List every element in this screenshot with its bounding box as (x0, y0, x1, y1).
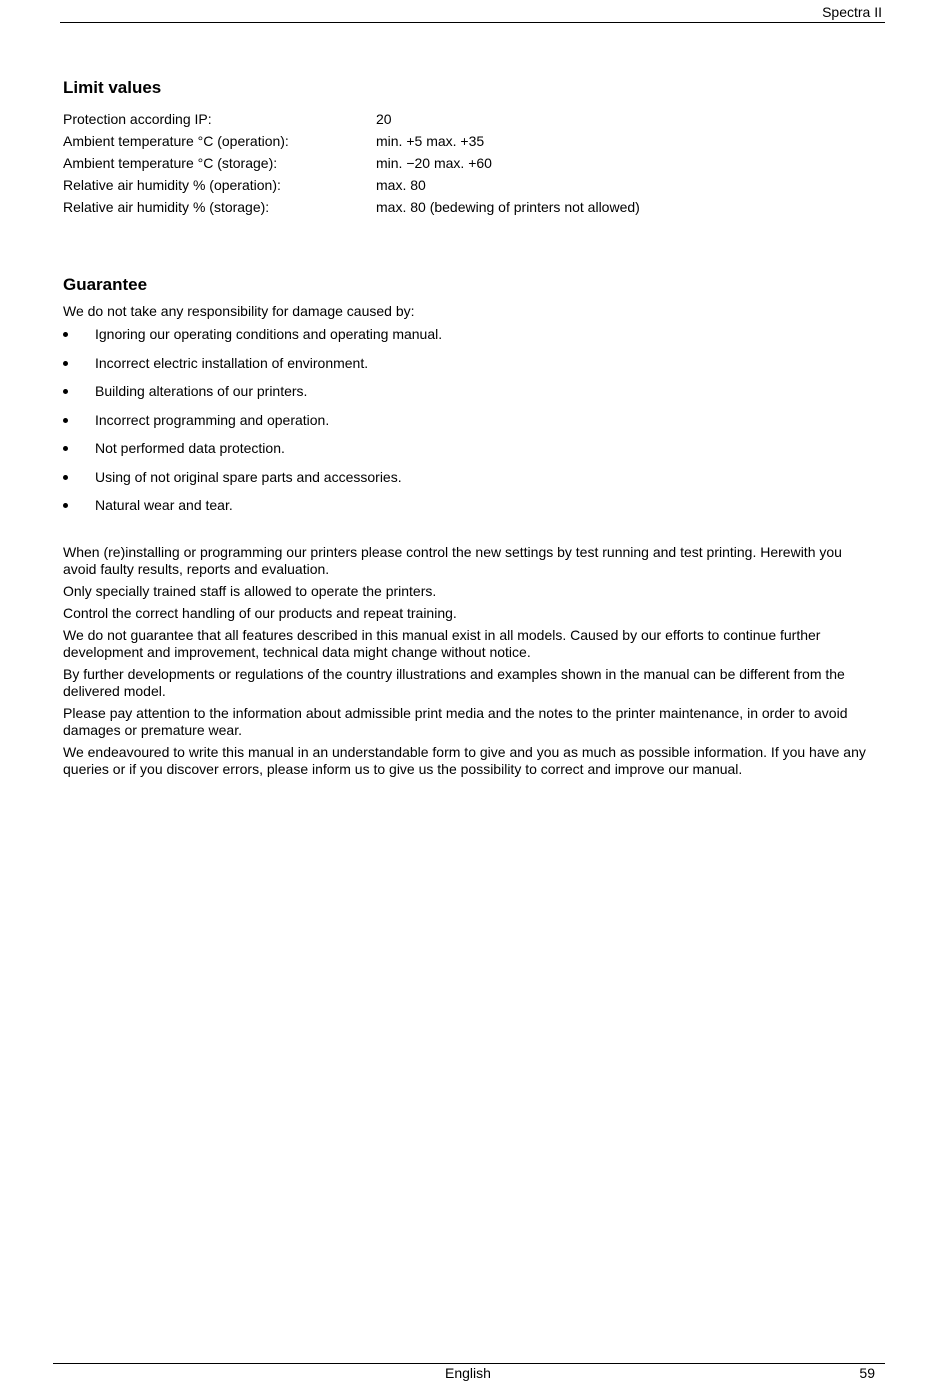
spec-row (63, 108, 878, 130)
spec-row (63, 130, 878, 152)
guarantee-heading: Guarantee (63, 275, 148, 294)
damage-causes-list (63, 324, 878, 524)
spec-label: Ambient temperature °C (operation): (63, 133, 289, 149)
limit-values-table (63, 108, 878, 218)
list-item-text: Incorrect programming and operation. (95, 411, 330, 428)
limit-values-heading: Limit values (63, 78, 162, 97)
list-item-text: Natural wear and tear. (95, 497, 233, 513)
bullet-icon (63, 389, 68, 394)
footer-language: English (445, 1365, 491, 1381)
spec-row (63, 196, 878, 218)
list-item (63, 353, 878, 382)
page-footer (53, 1363, 885, 1394)
list-item (63, 381, 878, 410)
guarantee-intro: We do not take any responsibility for damage caused by: (63, 303, 415, 319)
spec-row (63, 174, 878, 196)
bullet-icon (63, 475, 68, 480)
spec-row (63, 152, 878, 174)
spec-value: max. 80 (376, 177, 426, 193)
bullet-icon (63, 418, 68, 423)
list-item (63, 467, 878, 496)
guarantee-paragraphs (63, 544, 878, 778)
spec-value: min. +5 max. +35 (376, 133, 485, 149)
spec-value: 20 (376, 111, 392, 127)
spec-label: Relative air humidity % (storage): (63, 199, 270, 215)
spec-label: Relative air humidity % (operation): (63, 177, 281, 193)
list-item-text: Incorrect electric installation of environment. (95, 354, 369, 371)
page-header (60, 0, 885, 23)
spec-value: max. 80 (bedewing of printers not allowed) (376, 199, 640, 215)
spec-label: Ambient temperature °C (storage): (63, 155, 278, 171)
paragraph: Control the correct handling of our products and repeat training. (63, 604, 457, 621)
paragraph: When (re)installing or programming our printers please control the new settings by test running and test printing. Herewith you avoid faulty results, reports and evaluation. (63, 543, 842, 577)
paragraph: Only specially trained staff is allowed to operate the printers. (63, 582, 437, 599)
list-item (63, 324, 878, 353)
list-item (63, 438, 878, 467)
list-item (63, 495, 878, 524)
page-content (63, 78, 878, 783)
bullet-icon (63, 446, 68, 451)
spec-value: min. −20 max. +60 (376, 155, 492, 171)
paragraph: Please pay attention to the information about admissible print media and the notes to the printer maintenance, in order to avoid damages or premature wear. (63, 704, 848, 738)
paragraph: We endeavoured to write this manual in an understandable form to give and you as much as possible information. If you have any queries or if you discover errors, please inform us to give us the possibility to correct and improve our manual. (63, 743, 866, 777)
list-item (63, 410, 878, 439)
list-item-text: Using of not original spare parts and accessories. (95, 468, 402, 485)
paragraph: By further developments or regulations of the country illustrations and examples shown in the manual can be different from the delivered model. (63, 665, 845, 699)
paragraph: We do not guarantee that all features described in this manual exist in all models. Caused by our efforts to continue further development and improvement, technical data might change without notice. (63, 626, 821, 660)
list-item-text: Building alterations of our printers. (95, 383, 308, 399)
bullet-icon (63, 332, 68, 337)
bullet-icon (63, 503, 68, 508)
spec-label: Protection according IP: (63, 111, 212, 127)
bullet-icon (63, 361, 68, 366)
list-item-text: Ignoring our operating conditions and operating manual. (95, 326, 443, 342)
page-number: 59 (859, 1365, 875, 1381)
list-item-text: Not performed data protection. (95, 440, 285, 456)
header-title: Spectra II (822, 4, 882, 20)
